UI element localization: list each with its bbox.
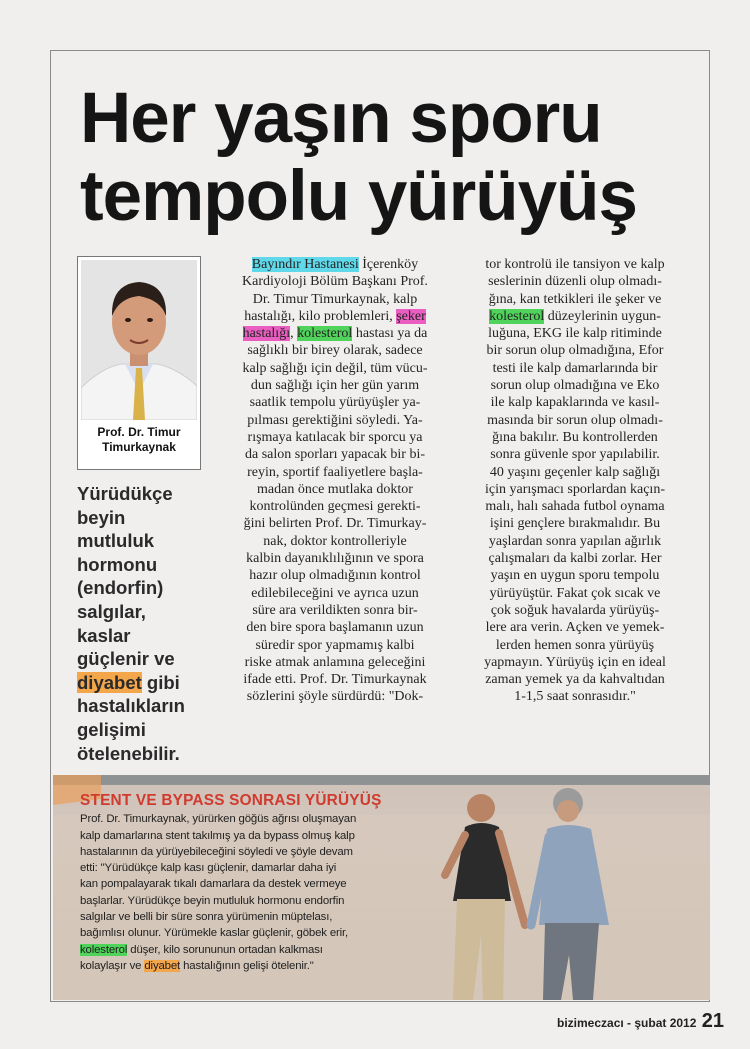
article-line	[220, 325, 450, 342]
article-fragment: İçerenköy	[358, 257, 419, 272]
box-line: salgılar ve belli bir süre sonra yürümenin müptelası,	[80, 911, 333, 924]
box-fragment: kolaylaşır ve	[80, 959, 145, 972]
highlight-diyabet: diyabet	[144, 959, 181, 972]
pull-quote-line: gelişimi	[77, 718, 146, 740]
footer-label: bizimeczacı - şubat 2012	[557, 1016, 697, 1030]
article-fragment: ,	[290, 326, 298, 342]
pull-quote-line: mutluluk	[77, 530, 155, 552]
sidebar-box-text	[80, 793, 460, 974]
article-line: çalışmaları da kalbi zorlar. Her	[488, 551, 662, 567]
highlight-diyabet: diyabet	[77, 671, 142, 693]
article-line: çok soğuk havalarda yürüyüş-	[490, 602, 660, 618]
article-line: reyin, sportif faaliyetlere başla-	[247, 464, 423, 480]
page-footer	[557, 1010, 724, 1033]
box-line: kalp damarlarına stent takılmış ya da bypass olmuş kalp	[80, 829, 355, 842]
box-line: kan pompalayarak tıkalı damarlara da destek vermeye	[80, 878, 347, 891]
article-line: dun sağlığı için her gün yarım	[250, 378, 420, 394]
box-line	[80, 958, 460, 974]
article-line: seslerinin düzenli olup olmadı-	[488, 274, 662, 290]
article-fragment: düzeylerinin uygun-	[544, 308, 661, 324]
article-line: ile kalp kapaklarında ve kasıl-	[490, 395, 660, 411]
article-line: pılması gerektiğini söyledi. Ya-	[247, 412, 423, 428]
article-fragment: hastalığı, kilo problemleri,	[244, 308, 397, 324]
pull-quote-line: ötelenebilir.	[77, 742, 180, 764]
article-line: malı, halı sahada futbol oynama	[485, 499, 665, 515]
box-line: bağımlısı olunur. Yürümekle kaslar güçlenir, göbek erir,	[80, 927, 349, 940]
article-line: lere ara verin. Açken ve yemek-	[485, 620, 665, 636]
article-line: için yarışmacı sporlardan kaçın-	[485, 481, 665, 497]
article-line: kalp sağlığı için değil, tüm vücu-	[242, 360, 428, 376]
headline-line-1: Her yaşın sporu	[80, 79, 602, 158]
article-line	[220, 308, 450, 325]
box-line: başlarlar. Yürüdükçe beyin mutluluk hormonu endorfin	[80, 894, 345, 907]
article-line	[460, 308, 690, 325]
article-line: tor kontrolü ile tansiyon ve kalp	[485, 257, 665, 272]
headline-line-2: tempolu yürüyüş	[80, 157, 638, 236]
article-line: testi ile kalp damarlarında bir	[492, 360, 658, 376]
pull-quote-line: hormonu	[77, 553, 158, 575]
article-line: den bire spora başlamanın uzun	[246, 620, 424, 636]
article-line: yaşlardan sonra yapılan ağırlık	[488, 533, 662, 549]
article-line: zaman yemek ya da kahvaltıdan	[485, 672, 665, 688]
article-line: hazır olup olmadığının kontrol	[249, 568, 421, 584]
article-line: sorun olup olmadığına ve Eko	[490, 378, 660, 394]
pull-quote-line: hastalıkların	[77, 695, 185, 717]
article-line: ğına bakılır. Bu kontrollerden	[492, 429, 658, 445]
article-line: sağlıklı bir birey olarak, sadece	[247, 343, 423, 359]
box-line: etti: "Yürüdükçe kalp kası güçlenir, damarlar daha iyi	[80, 862, 337, 875]
highlight-hospital: Bayındır Hastanesi	[251, 257, 359, 272]
article-line: süre ara verildikten sonra bir-	[252, 602, 418, 618]
article-line: riske atmak anlamına geleceğini	[244, 654, 426, 670]
pull-quote-line: kaslar	[77, 624, 131, 646]
box-line: Prof. Dr. Timurkaynak, yürürken göğüs ağrısı oluşmayan	[80, 813, 357, 826]
page-number: 21	[701, 1010, 724, 1032]
highlight-kolesterol: kolesterol	[297, 326, 353, 342]
article-line: kalbin dayanıklılığının ve spora	[246, 551, 424, 567]
highlight-kolesterol: kolesterol	[489, 308, 545, 324]
article-column-1	[220, 256, 450, 706]
pull-quote-line: (endorfin)	[77, 577, 164, 599]
highlight-hastaligi: hastalığı	[242, 326, 291, 342]
article-line: da salon sporları yapacak bir bi-	[245, 447, 425, 463]
article-line: işini gençlere bırakmalıdır. Bu	[489, 516, 661, 532]
article-line: 40 yaşını geçenler kalp sağlığı	[489, 464, 661, 480]
article-line: saatlik tempolu yürüyüşler ya-	[249, 395, 421, 411]
article-line: sözlerini şöyle sürdürdü: "Dok-	[246, 689, 424, 705]
article-fragment: hastası ya da	[352, 326, 428, 342]
pull-quote	[77, 482, 207, 765]
highlight-kolesterol: kolesterol	[80, 943, 128, 956]
article-line: madan önce mutlaka doktor	[257, 481, 413, 497]
box-fragment: düşer, kilo sorununun ortadan kalkması	[127, 943, 323, 956]
box-line: hastalarının da yürüyebileceğini söyledi ve şöyle devam	[80, 845, 353, 858]
article-line: lerden hemen sonra yürüyüş	[495, 637, 655, 653]
author-photo-box	[77, 256, 201, 470]
portrait-illustration	[81, 260, 197, 420]
highlight-seker: şeker	[396, 308, 426, 324]
article-column-2	[460, 256, 690, 706]
article-line: rışmaya katılacak bir sporcu ya	[247, 429, 423, 445]
article-line	[220, 256, 450, 273]
article-line: masında bir sorun olup olmadı-	[487, 412, 663, 428]
pull-quote-fragment: gibi	[141, 671, 180, 693]
article-line: luğuna, EKG ile kalp ritiminde	[488, 326, 662, 342]
article-line: Kardiyoloji Bölüm Başkanı Prof.	[242, 274, 428, 290]
article-line: nak, doktor kontrolleriyle	[263, 533, 407, 549]
caption-line-1: Prof. Dr. Timur	[97, 425, 181, 439]
article-line: ğına, kan tetkikleri ile şeker ve	[488, 291, 662, 307]
article-line: Dr. Timur Timurkaynak, kalp	[252, 291, 418, 307]
article-line: süredir spor yapmamış kalbi	[255, 637, 415, 653]
article-line: 1-1,5 saat sonrasıdır."	[514, 689, 636, 705]
photo-caption	[81, 425, 197, 455]
caption-line-2: Timurkaynak	[102, 440, 176, 454]
pull-quote-line: beyin	[77, 506, 126, 528]
pull-quote-line: güçlenir ve	[77, 648, 175, 670]
article-line: yapmayın. Yürüyüş için en ideal	[484, 654, 666, 670]
pull-quote-line	[77, 671, 207, 695]
article-line: edilebileceğini ve ayrıca uzun	[251, 585, 419, 601]
article-line: ifade etti. Prof. Dr. Timurkaynak	[243, 672, 427, 688]
article-line: sonra güvenle spor yapılabilir.	[490, 447, 660, 463]
author-portrait-image	[81, 260, 197, 420]
article-line: yürüyüştür. Fakat çok sıcak ve	[489, 585, 661, 601]
article-line: ğini belirten Prof. Dr. Timurkay-	[243, 516, 427, 532]
headline	[80, 80, 700, 236]
sidebar-box-title: STENT VE BYPASS SONRASI YÜRÜYÜŞ	[80, 792, 382, 809]
pull-quote-line: salgılar,	[77, 600, 146, 622]
box-fragment: hastalığının gelişi ötelenir."	[180, 959, 314, 972]
article-line: kontrolünden geçmesi gerekti-	[249, 499, 421, 515]
pull-quote-line: Yürüdükçe	[77, 483, 173, 504]
article-line: yaşın en uygun sporu tempolu	[490, 568, 660, 584]
article-line: bir sorun olup olmadığına, Efor	[486, 343, 664, 359]
box-line	[80, 942, 460, 958]
